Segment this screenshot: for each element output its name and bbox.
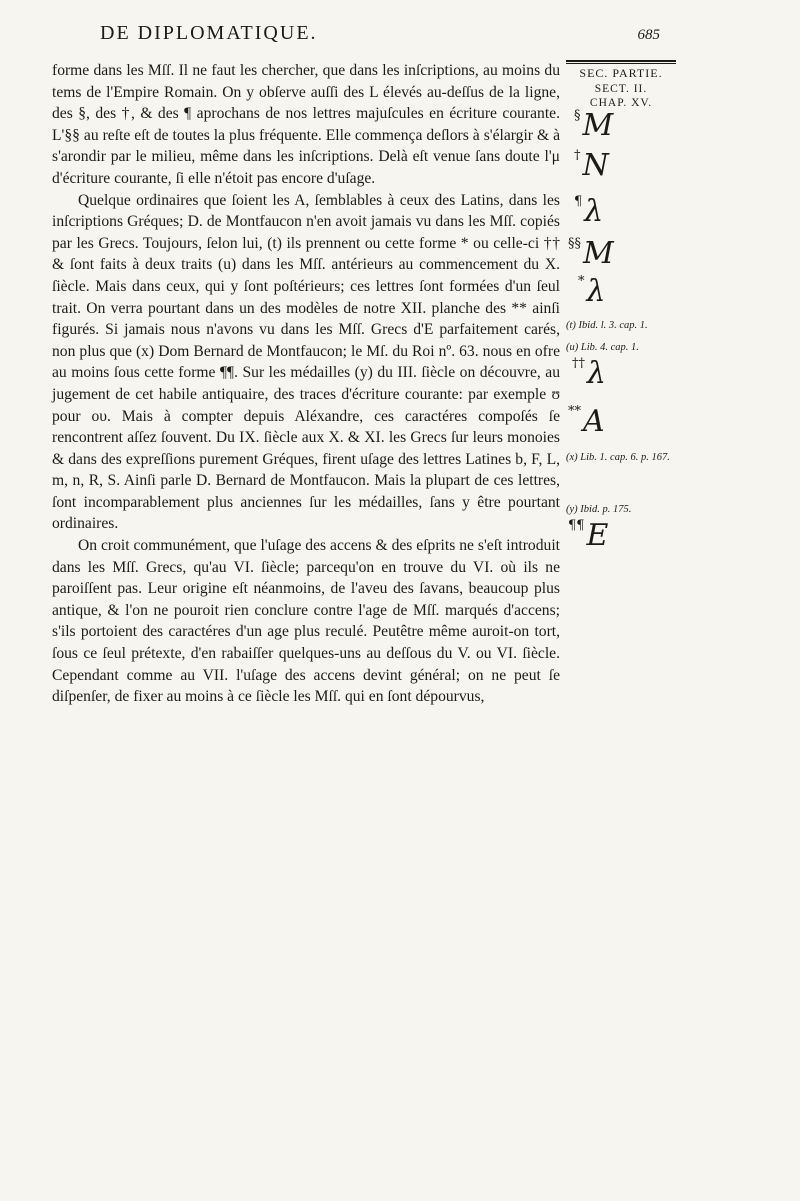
letter-specimen: **A — [568, 404, 605, 439]
letter-specimen: *λ — [578, 274, 606, 309]
footnote-t: (t) Ibid. l. 3. cap. 1. — [566, 320, 648, 331]
page-number: 685 — [637, 27, 660, 43]
letter-specimen: ¶¶E — [568, 518, 609, 553]
running-title: DE DIPLOMATIQUE. — [100, 22, 318, 44]
paragraph: Quelque ordinaires que ſoient les A, ſemblables à ceux des Latins, dans les inſcriptions Gréques; D. de Montfaucon n'en avoit jamais vu dans les Mſſ. copiés par les Grecs. Toujours, ſelon lui, (t) ils prennent ou cette forme * ou celle-ci †† & ſont faits à deux traits (u) dans les Mſſ. antérieurs au commencement du X. ſiècle. Mais dans ceux, qui y ſont poſtérieurs; ces lettres ſont formées d'un ſeul trait. On verra pourtant dans un des modèles de notre XII. planche des ** ainſi figurés. Si jamais nous n'avons vu dans les Mſſ. Grecs d'E parfaitement carés, non plus que (x) Dom Bernard de Montfaucon; le Mſ. du Roi nº. 63. nous en ofre au moins ſous cette forme ¶¶. Sur les médailles (y) du III. ſiècle on découvre, au jugement de cet habile antiquaire, des traces d'écriture courante: par exemple ʊ pour ου. Mais à compter depuis Aléxandre, ces caractéres compoſés ſe rencontrent aſſez ſouvent. Du IX. ſiècle aux X. & XI. les Grecs ſur leurs monoies & dans des expreſſions purement Gréques, firent uſage des lettres Latines b, F, L, m, n, R, S. Ainſi parle D. Bernard de Montfaucon. Mais la plupart de ces lettres, ſont incomparablement plus anciennes ſur les médailles, ſans y être pourtant ordinaires. — [52, 191, 560, 533]
letter-specimen: †N — [574, 148, 609, 183]
margin-part-label: SEC. PARTIE. — [566, 63, 676, 81]
letter-specimen: §§M — [568, 236, 614, 271]
footnote-y: (y) Ibid. p. 175. — [566, 504, 632, 515]
main-text — [52, 60, 560, 708]
letter-specimen: ¶λ — [574, 194, 604, 229]
running-header — [100, 22, 660, 45]
margin-section-label: SECT. II. — [594, 83, 648, 95]
margin-column — [566, 60, 686, 109]
paragraph: On croit communément, que l'uſage des accens & des eſprits ne s'eſt introduit dans les Mſſ. Grecs, qu'au VI. ſiècle; parcequ'on en trouve du VI. où ils ne paroiſſent pas. Leur origine eſt néanmoins, de l'aveu des ſavans, beaucoup plus antique, & l'on ne pouroit rien conclure contre l'age de Mſſ. marqués d'accens; s'ils portoient des caractéres d'un age plus reculé. Peutêtre même auroit-on tort, ſous ce ſeul prétexte, d'en rabaiſſer quelques-uns au deſſous du V. ou VI. ſiècle. Cependant comme au VII. l'uſage des accens devint général; on ne peut ſe diſpenſer, de fixer au moins à ce ſiècle les Mſſ. qui en ſont dépourvus, — [52, 537, 560, 706]
footnote-u: (u) Lib. 4. cap. 1. — [566, 342, 639, 353]
footnote-x: (x) Lib. 1. cap. 6. p. 167. — [566, 452, 670, 463]
paragraph: forme dans les Mſſ. Il ne faut les chercher, que dans les inſcriptions, au moins du tems de l'Empire Romain. On y obſerve auſſi des L élevés au-deſſus de la ligne, des §, des †, & des ¶ aprochans de nos lettres majuſcules en écriture courante. L'§§ au reſte eſt de toutes la plus fréquente. Elle commença deſlors à s'élargir & à s'arondir par le milieu, même dans les inſcriptions. Delà eſt venue ſans doute l'μ d'écriture courante, ſi elle n'étoit pas encore d'uſage. — [52, 62, 560, 187]
margin-chapter-label: CHAP. XV. — [589, 97, 653, 109]
letter-specimen: §M — [574, 108, 614, 143]
letter-specimen: ††λ — [572, 356, 607, 391]
margin-rule — [566, 60, 676, 62]
